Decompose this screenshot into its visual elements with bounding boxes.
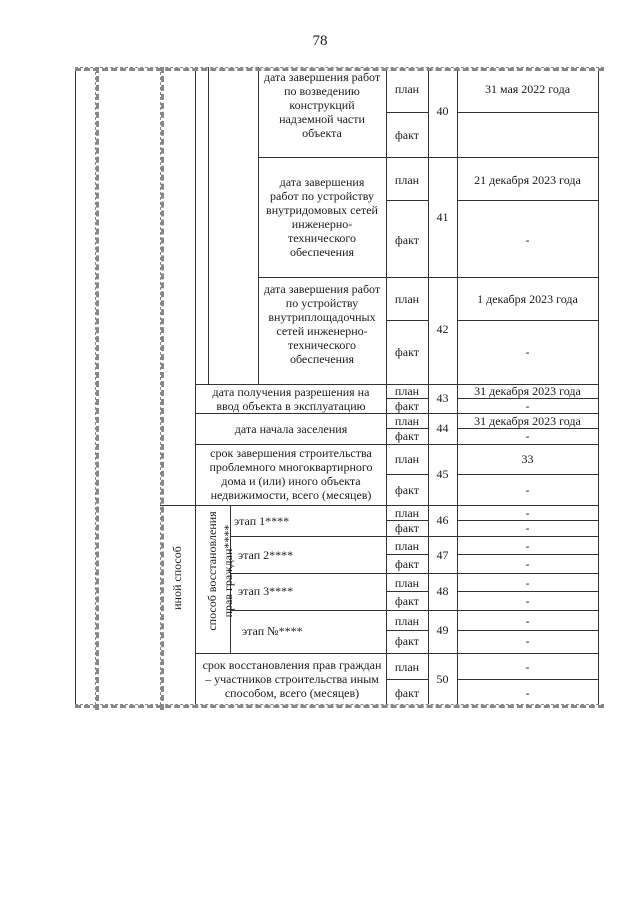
table-border [386, 474, 428, 475]
fact-label: факт [394, 521, 420, 535]
plan-value: - [525, 614, 530, 628]
table-border [457, 679, 598, 680]
table-border [598, 67, 599, 704]
fact-label: факт [394, 233, 420, 247]
table-border [386, 320, 428, 321]
fact-label: факт [394, 399, 420, 413]
plan-label: план [394, 660, 420, 674]
fact-value: - [525, 686, 530, 700]
row-number: 41 [436, 210, 449, 224]
row-number: 40 [436, 104, 449, 118]
table-border [457, 474, 598, 475]
table-border [386, 554, 428, 555]
table-border [457, 554, 598, 555]
row-description: этап 2**** [238, 548, 294, 562]
fact-value: - [525, 345, 530, 359]
table-border [457, 591, 598, 592]
fact-label: факт [394, 594, 420, 608]
row-number: 47 [436, 548, 449, 562]
fact-value: - [525, 557, 530, 571]
page-number: 78 [312, 33, 328, 49]
row-description: этап 3**** [238, 584, 294, 598]
fact-label: факт [394, 634, 420, 648]
plan-value: - [525, 506, 530, 520]
table-border [386, 200, 428, 201]
plan-label: план [394, 384, 420, 398]
table-border [95, 67, 99, 710]
table-border [457, 630, 598, 631]
table-border [457, 112, 598, 113]
row-description: дата начала заселения [234, 422, 348, 436]
plan-value: - [525, 539, 530, 553]
table-border [230, 573, 598, 574]
plan-label: план [394, 506, 420, 520]
fact-value: - [525, 521, 530, 535]
plan-label: план [394, 414, 420, 428]
table-border [428, 67, 429, 704]
table-border [258, 157, 598, 158]
fact-value: - [525, 233, 530, 247]
plan-label: план [394, 452, 420, 466]
row-description: этап №**** [242, 624, 303, 638]
other-method-label: иной способ [170, 546, 184, 610]
row-description: дата завершения работ по возведению конструкций надземной части объекта [263, 70, 381, 140]
table-border [208, 67, 209, 384]
fact-label: факт [394, 128, 420, 142]
table-border [195, 67, 196, 704]
row-description: срок завершения строительства проблемного многоквартирного дома и (или) иного объекта недвижимости, всего (месяцев) [209, 446, 373, 502]
fact-value: - [525, 594, 530, 608]
table-border [160, 67, 164, 710]
fact-label: факт [394, 429, 420, 443]
table-border [75, 704, 604, 708]
plan-label: план [394, 539, 420, 553]
row-description: этап 1**** [234, 514, 290, 528]
row-description: дата завершения работ по устройству внутридомовых сетей инженерно-технического обеспечения [266, 175, 378, 259]
row-description: дата завершения работ по устройству внутриплощадочных сетей инженерно-технического обеспечения [263, 282, 381, 366]
table-border [195, 444, 598, 445]
plan-value: 31 декабря 2023 года [474, 384, 581, 398]
plan-value: - [525, 576, 530, 590]
table-border [258, 277, 598, 278]
row-number: 45 [436, 467, 449, 481]
fact-value: - [525, 483, 530, 497]
row-number: 48 [436, 584, 449, 598]
row-number: 50 [436, 672, 449, 686]
fact-value: - [525, 634, 530, 648]
table-border [386, 112, 428, 113]
plan-label: план [394, 173, 420, 187]
row-number: 42 [436, 322, 449, 336]
row-description: срок восстановления прав граждан – участников строительства иным способом, всего (месяцев) [202, 658, 382, 700]
table-border [457, 200, 598, 201]
plan-label: план [394, 614, 420, 628]
fact-label: факт [394, 686, 420, 700]
plan-value: 21 декабря 2023 года [474, 173, 581, 187]
plan-label: план [394, 292, 420, 306]
table-border [457, 320, 598, 321]
fact-label: факт [394, 483, 420, 497]
restoration-method-label: способ восстановления [205, 511, 219, 631]
table-border [386, 679, 428, 680]
fact-label: факт [394, 557, 420, 571]
plan-value: 31 декабря 2023 года [474, 414, 581, 428]
plan-value: - [525, 660, 530, 674]
row-number: 49 [436, 623, 449, 637]
table-border [258, 67, 259, 384]
table-border [386, 630, 428, 631]
table-border [386, 591, 428, 592]
fact-value: - [525, 399, 530, 413]
plan-value: 31 мая 2022 года [484, 82, 571, 96]
table-border [230, 610, 598, 611]
plan-value: 1 декабря 2023 года [477, 292, 578, 306]
row-number: 46 [436, 513, 449, 527]
row-number: 43 [436, 391, 449, 405]
restoration-method-label: прав граждан**** [221, 524, 235, 618]
table-border [195, 653, 598, 654]
row-number: 44 [436, 421, 449, 435]
plan-value: 33 [521, 452, 534, 466]
fact-label: факт [394, 345, 420, 359]
table-border [75, 67, 76, 704]
row-description: дата получения разрешения на ввод объекта в эксплуатацию [212, 385, 370, 413]
plan-label: план [394, 576, 420, 590]
plan-label: план [394, 82, 420, 96]
fact-value: - [525, 429, 530, 443]
table-border [230, 536, 598, 537]
